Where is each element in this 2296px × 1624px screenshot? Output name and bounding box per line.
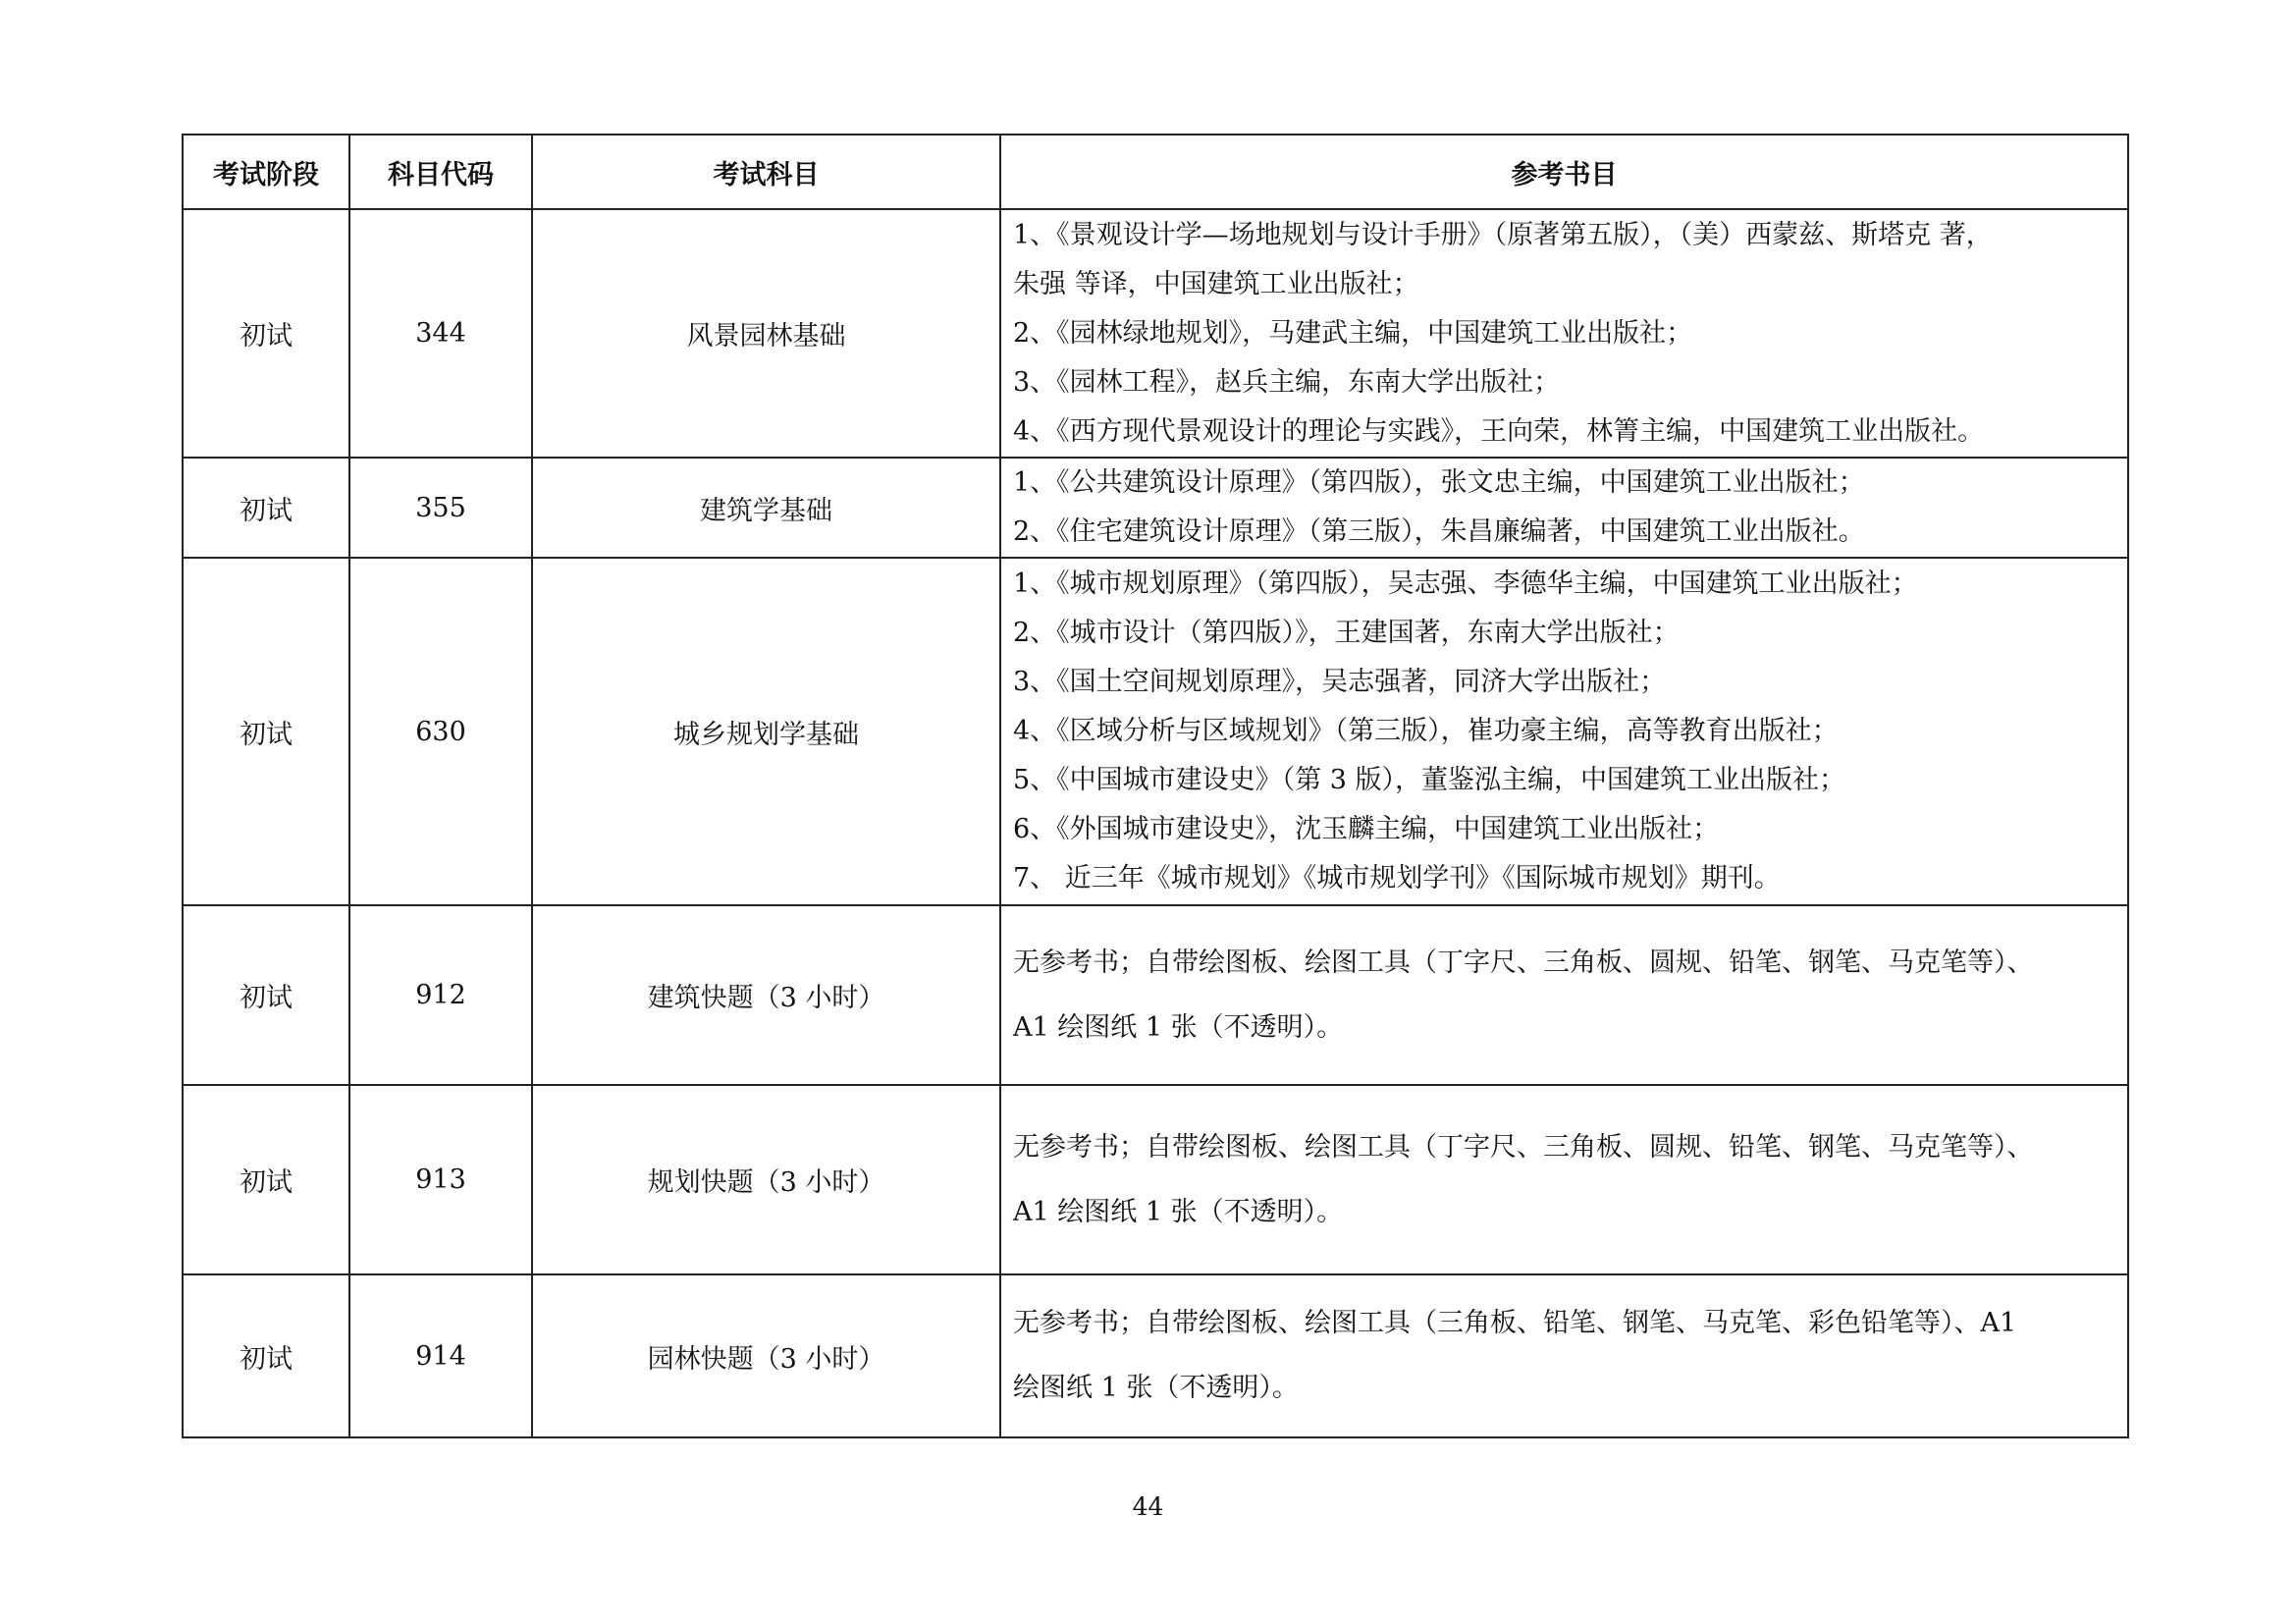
table-row: [183, 905, 2128, 1085]
reference-line: 无参考书；自带绘图板、绘图工具（三角板、铅笔、钢笔、马克笔、彩色铅笔等）、A1: [1013, 1308, 2017, 1338]
cell-subject: 园林快题（3 小时）: [532, 1274, 1000, 1437]
table-row: [183, 1274, 2128, 1437]
reference-line: 1、《景观设计学—场地规划与设计手册》（原著第五版），（美）西蒙兹、斯塔克 著，: [1013, 219, 1993, 250]
cell-code: 630: [349, 558, 532, 905]
header-subject-code: 科目代码: [349, 135, 532, 209]
table-row: [183, 209, 2128, 458]
reference-line: 2、《住宅建筑设计原理》（第三版），朱昌廉编著，中国建筑工业出版社。: [1013, 516, 1865, 547]
cell-subject: 风景园林基础: [532, 209, 1000, 458]
page-number: 44: [1132, 1492, 1164, 1521]
table-row: [183, 1085, 2128, 1274]
cell-code: 355: [349, 458, 532, 558]
cell-code: 913: [349, 1085, 532, 1274]
cell-references: [1000, 458, 2128, 558]
reference-line: 3、《园林工程》，赵兵主编，东南大学出版社；: [1013, 366, 1561, 398]
reference-line: 无参考书；自带绘图板、绘图工具（丁字尺、三角板、圆规、铅笔、钢笔、马克笔等）、: [1013, 947, 2034, 978]
cell-stage: 初试: [183, 558, 349, 905]
cell-references: [1000, 209, 2128, 458]
reference-line: 5、《中国城市建设史》（第 3 版），董鉴泓主编，中国建筑工业出版社；: [1013, 765, 1846, 795]
cell-stage: 初试: [183, 209, 349, 458]
cell-stage: 初试: [183, 458, 349, 558]
cell-code: 344: [349, 209, 532, 458]
cell-subject: 规划快题（3 小时）: [532, 1085, 1000, 1274]
cell-references: [1000, 558, 2128, 905]
reference-line: A1 绘图纸 1 张（不透明）。: [1013, 1196, 1344, 1227]
reference-line: 6、《外国城市建设史》，沈玉麟主编，中国建筑工业出版社；: [1013, 814, 1720, 844]
cell-stage: 初试: [183, 1085, 349, 1274]
cell-subject: 建筑快题（3 小时）: [532, 905, 1000, 1085]
table-header-row: [183, 135, 2128, 209]
cell-stage: 初试: [183, 905, 349, 1085]
reference-line: 朱强 等译，中国建筑工业出版社；: [1013, 268, 1419, 299]
reference-line: 4、《西方现代景观设计的理论与实践》，王向荣，林箐主编，中国建筑工业出版社。: [1013, 415, 1985, 447]
table-row: [183, 458, 2128, 558]
cell-references: [1000, 1085, 2128, 1274]
reference-line: 2、《城市设计（第四版）》，王建国著，东南大学出版社；: [1013, 618, 1680, 648]
reference-line: 1、《城市规划原理》（第四版），吴志强、李德华主编，中国建筑工业出版社；: [1013, 568, 1918, 599]
reference-line: 2、《园林绿地规划》，马建武主编，中国建筑工业出版社；: [1013, 317, 1693, 349]
table-row: [183, 558, 2128, 905]
cell-references: [1000, 905, 2128, 1085]
reference-books-table: [182, 134, 2129, 1438]
cell-references: [1000, 1274, 2128, 1437]
reference-line: 7、 近三年《城市规划》《城市规划学刊》《国际城市规划》期刊。: [1013, 863, 1781, 893]
cell-subject: 建筑学基础: [532, 458, 1000, 558]
cell-stage: 初试: [183, 1274, 349, 1437]
header-exam-subject: 考试科目: [532, 135, 1000, 209]
reference-line: 绘图纸 1 张（不透明）。: [1013, 1373, 1299, 1403]
reference-line: 无参考书；自带绘图板、绘图工具（丁字尺、三角板、圆规、铅笔、钢笔、马克笔等）、: [1013, 1131, 2034, 1163]
cell-subject: 城乡规划学基础: [532, 558, 1000, 905]
reference-line: 4、《区域分析与区域规划》（第三版），崔功豪主编，高等教育出版社；: [1013, 716, 1839, 746]
cell-code: 914: [349, 1274, 532, 1437]
reference-line: 1、《公共建筑设计原理》（第四版），张文忠主编，中国建筑工业出版社；: [1013, 467, 1865, 498]
reference-line: A1 绘图纸 1 张（不透明）。: [1013, 1011, 1344, 1043]
header-exam-stage: 考试阶段: [183, 135, 349, 209]
reference-line: 3、《国土空间规划原理》，吴志强著，同济大学出版社；: [1013, 667, 1667, 697]
header-reference-books: 参考书目: [1000, 135, 2128, 209]
cell-code: 912: [349, 905, 532, 1085]
